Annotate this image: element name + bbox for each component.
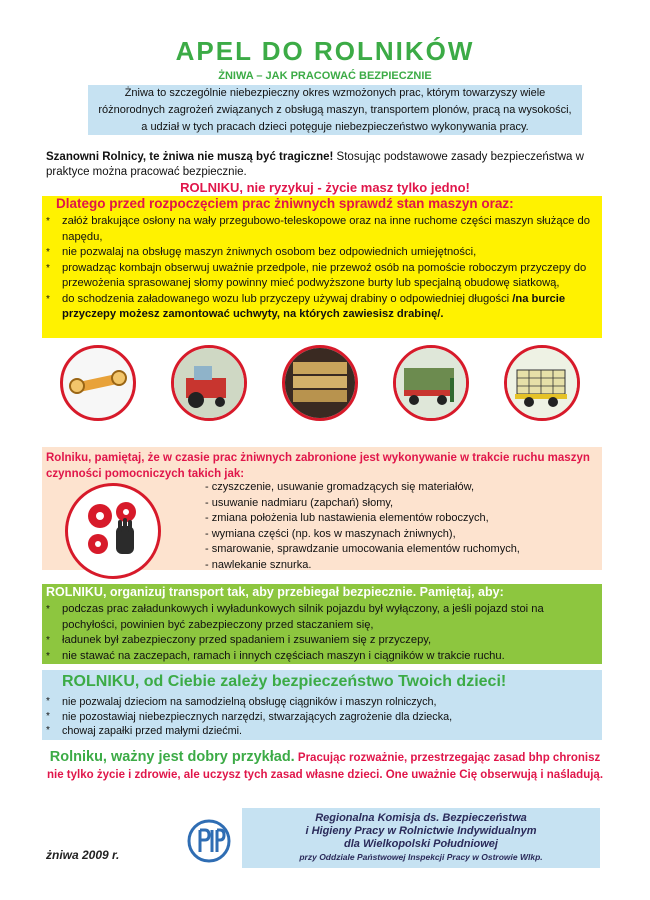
closing-paragraph: [40, 749, 610, 784]
greeting-text: Stosując podstawowe zasady bezpieczeństwa w praktyce można pracować bezpiecznie.: [46, 151, 584, 178]
asterisk-icon: *: [46, 696, 50, 707]
closing-red: Pracując rozważnie, przestrzegając zasad bhp chronisz nie tylko życie i zdrowie, ale uczysz tych zasad własne dzieci. One uważnie Cię obserwują i naśladują.: [46, 752, 604, 781]
green-section-list: [44, 602, 600, 664]
pto-shaft-icon: [60, 345, 136, 421]
trailer-with-cage-icon: [504, 345, 580, 421]
list-item: * podczas prac załadunkowych i wyładunkowych silnik pojazdu był wyłączony, a jeśli pojazd stoi na pochyłości, powinien być zabezpieczony przed staczaniem się,: [46, 603, 544, 631]
blue-section-heading: ROLNIKU, od Ciebie zależy bezpieczeństwo Twoich dzieci!: [62, 673, 507, 690]
asterisk-icon: *: [46, 725, 50, 736]
asterisk-icon: *: [46, 216, 50, 227]
warning-line: ROLNIKU, nie ryzykuj - życie masz tylko jedno!: [180, 180, 470, 195]
asterisk-icon: *: [46, 635, 50, 646]
list-item: - czyszczenie, usuwanie gromadzących się materiałów,: [205, 481, 475, 493]
salmon-section-heading: Rolniku, pamiętaj, że w czasie prac żniwnych zabronione jest wykonywanie w trakcie ruchu maszyn czynności pomocniczych takich jak:: [46, 452, 590, 480]
list-item: - usuwanie nadmiaru (zapchań) słomy,: [205, 496, 394, 509]
commission-text: Regionalna Komisja ds. Bezpieczeństwa i Higieny Pracy w Rolnictwie Indywidualnym dla Wielkopolski Południowej przy Oddziale Państwowej Inspekcji Pracy w Ostrowie Wlkp.: [299, 812, 543, 862]
combine-harvester-icon: [171, 345, 247, 421]
list-item: * nie pozostawiaj niebezpiecznych narzędzi, stwarzających zagrożenie dla dziecka,: [46, 710, 453, 723]
list-item: * chowaj zapałki przed małymi dziećmi.: [46, 725, 243, 737]
hay-bales-icon: [282, 345, 358, 421]
list-item: * załóż brakujące osłony na wały przegubowo-teleskopowe oraz na inne ruchome części maszyn służące do napędu,: [46, 215, 590, 243]
list-item: * ładunek był zabezpieczony przed spadaniem i zsuwaniem się z przyczepy,: [44, 633, 600, 649]
list-item: - zmiana położenia lub nastawienia elementów roboczych,: [205, 512, 489, 524]
list-item: * prowadząc kombajn obserwuj uważnie przedpole, nie przewoź osób na pomoście roboczym przyczepy do przewożenia sprasowanej słomy powinny mieć podwyższone burty lub specjalną obudowę siatkową,: [46, 261, 587, 289]
illustration-row: [60, 345, 590, 425]
asterisk-icon: *: [46, 293, 50, 305]
salmon-section-list: [205, 480, 595, 573]
list-item: * do schodzenia załadowanego wozu lub przyczepy używaj drabiny o odpowiedniej długości /na burcie przyczepy możesz zamontować uchwyty, na których zawiesisz drabinę/.: [46, 292, 566, 320]
gear-hand-icon: [65, 483, 161, 579]
list-item: - wymiana części (np. kos w maszynach żniwnych),: [205, 527, 456, 540]
list-item: * nie pozwalaj na obsługę maszyn żniwnych osobom bez odpowiednich umiejętności,: [44, 245, 600, 261]
asterisk-icon: *: [46, 604, 50, 615]
closing-green: Rolniku, ważny jest dobry przykład.: [49, 749, 295, 765]
list-item: * nie pozwalaj dzieciom na samodzielną obsługę ciągników i maszyn rolniczych,: [46, 696, 437, 708]
greeting-bold: Szanowni Rolnicy, te żniwa nie muszą być tragiczne!: [46, 151, 334, 163]
list-item: - nawlekanie sznurka.: [205, 558, 312, 571]
yellow-section-heading: Dlatego przed rozpoczęciem prac żniwnych sprawdź stan maszyn oraz:: [56, 196, 514, 211]
asterisk-icon: *: [46, 650, 50, 662]
intro-box: Żniwa to szczególnie niebezpieczny okres wzmożonych prac, którym towarzyszy wiele różnorodnych zagrożeń związanych z obsługą maszyn, transportem plonów, pracą na wysokości, a udział w tych pracach dzieci potęguje niebezpieczeństwo wykonywania pracy.: [88, 85, 582, 135]
list-item: - smarowanie, sprawdzanie umocowania elementów ruchomych,: [205, 543, 520, 555]
yellow-section-list: [44, 214, 600, 323]
page-subtitle: ŻNIWA – JAK PRACOWAĆ BEZPIECZNIE: [218, 70, 432, 82]
list-item: * nie stawać na zaczepach, ramach i innych częściach maszyn i ciągników w trakcie ruchu.: [44, 649, 600, 665]
green-section-heading: ROLNIKU, organizuj transport tak, aby przebiegał bezpiecznie. Pamiętaj, aby:: [46, 585, 504, 599]
loaded-trailer-icon: [393, 345, 469, 421]
asterisk-icon: *: [46, 262, 50, 274]
asterisk-icon: *: [46, 247, 50, 258]
date-label: żniwa 2009 r.: [46, 848, 120, 862]
asterisk-icon: *: [46, 710, 50, 722]
page-title: APEL DO ROLNIKÓW: [175, 36, 475, 66]
pip-logo-icon: [186, 818, 232, 864]
blue-section-list: [44, 695, 600, 739]
greeting-paragraph: [46, 150, 606, 180]
